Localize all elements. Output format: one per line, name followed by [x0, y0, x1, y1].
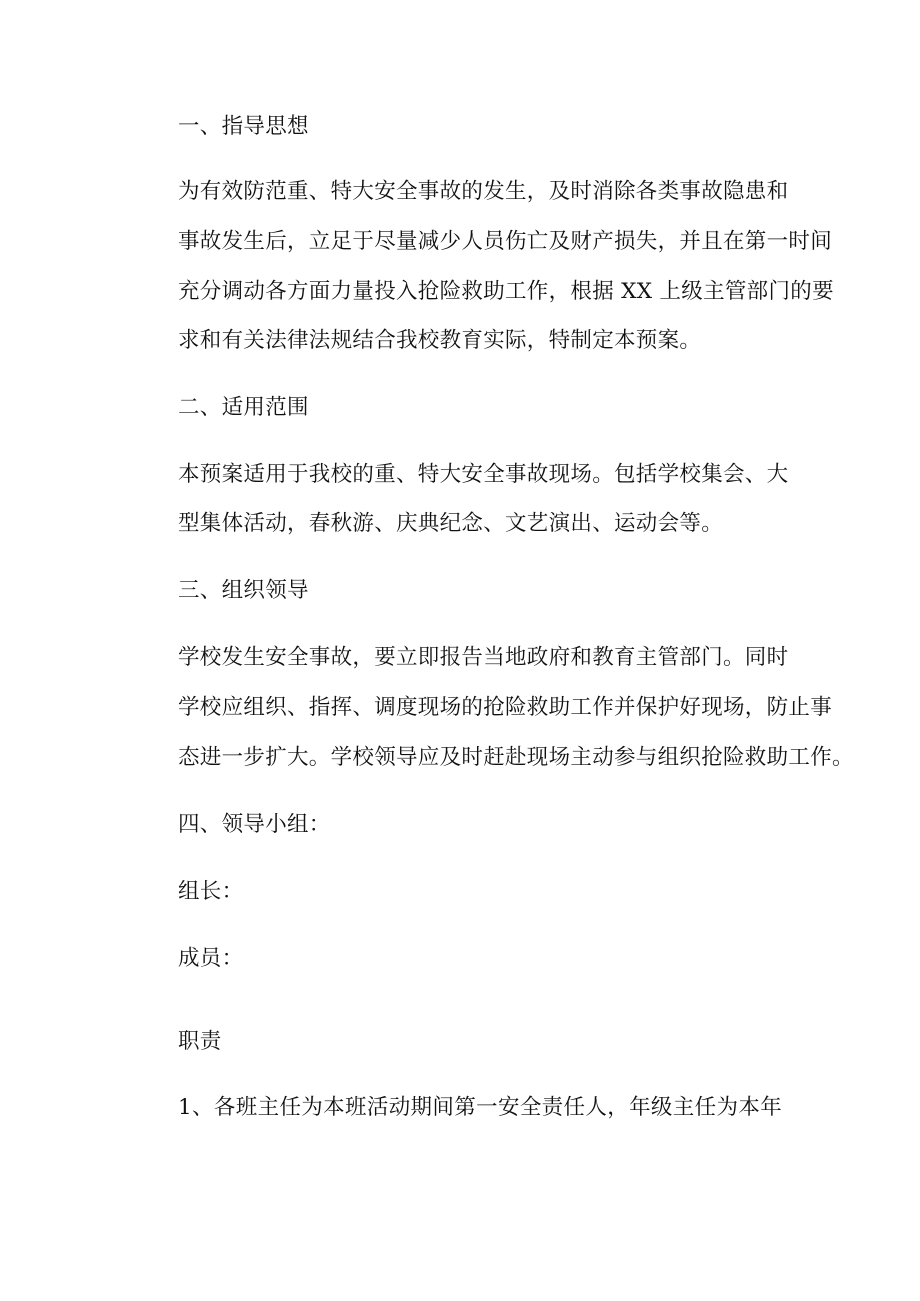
- section-heading-organization: 三、组织领导: [178, 578, 309, 603]
- paragraph-line: 本预案适用于我校的重、特大安全事故现场。包括学校集会、大: [178, 462, 789, 487]
- paragraph-line: 学校应组织、指挥、调度现场的抢险救助工作并保护好现场，防止事: [178, 695, 833, 720]
- paragraph-line: 充分调动各方面力量投入抢险救助工作，根据 XX 上级主管部门的要: [178, 279, 834, 304]
- members-label: 成员：: [178, 946, 244, 971]
- paragraph-line: 态进一步扩大。学校领导应及时赶赴现场主动参与组织抢险救助工作。: [178, 745, 854, 770]
- section-heading-scope: 二、适用范围: [178, 395, 309, 420]
- duty-item-1: 1、各班主任为本班活动期间第一安全责任人，年级主任为本年: [178, 1095, 782, 1120]
- paragraph-line: 求和有关法律法规结合我校教育实际，特制定本预案。: [178, 328, 702, 353]
- paragraph-line: 事故发生后，立足于尽量减少人员伤亡及财产损失，并且在第一时间: [178, 229, 833, 254]
- section-heading-guiding-ideology: 一、指导思想: [178, 114, 309, 139]
- paragraph-line: 型集体活动，春秋游、庆典纪念、文艺演出、运动会等。: [178, 511, 724, 536]
- group-leader-label: 组长：: [178, 879, 244, 904]
- paragraph-line: 为有效防范重、特大安全事故的发生，及时消除各类事故隐患和: [178, 179, 789, 204]
- duties-heading: 职责: [178, 1029, 222, 1054]
- section-heading-leadership-group: 四、领导小组：: [178, 812, 331, 837]
- paragraph-line: 学校发生安全事故，要立即报告当地政府和教育主管部门。同时: [178, 645, 789, 670]
